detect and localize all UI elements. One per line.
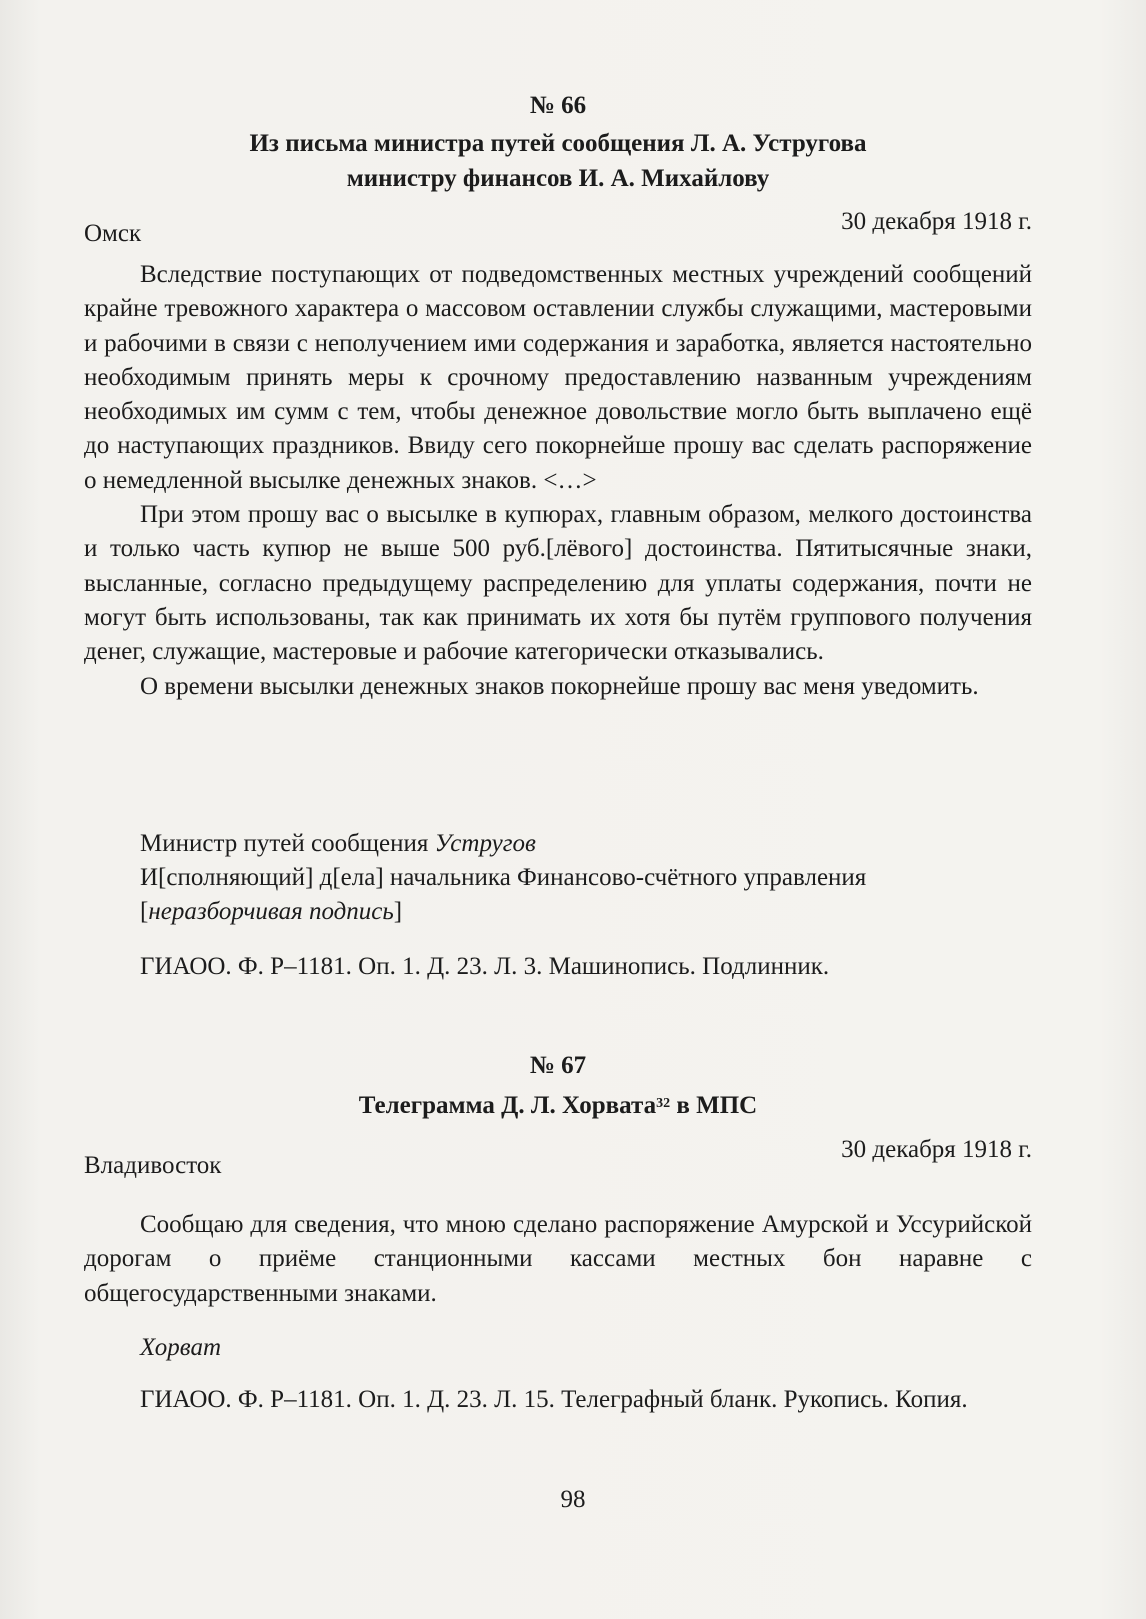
doc66-paragraph-1: Вследствие поступающих от подведомственных местных учреждений сообщений крайне тревожного характера о массовом оставлении службы служащими, мастеровыми и рабочими в связи с неполучением ими содержания и заработка, является настоятельно необходимым принять меры к срочному предоставлению названным учреждениям необходимых им сумм с тем, чтобы денежное довольствие могло быть выплачено ещё до наступающих праздников. Ввиду сего покорнейше прошу вас сделать распоряжение о немедленной высылке денежных знаков. <…> [84,261,1032,494]
doc67-signature-block [84,1331,1032,1365]
doc66-signature-3 [84,895,1032,929]
doc67-number: № 67 [529,1052,587,1079]
doc66-place-date [84,208,1032,247]
doc66-source: ГИАОО. Ф. Р–1181. Оп. 1. Д. 23. Л. 3. Машинопись. Подлинник. [140,953,830,980]
doc67-source: ГИАОО. Ф. Р–1181. Оп. 1. Д. 23. Л. 15. Телеграфный бланк. Рукопись. Копия. [140,1386,968,1413]
doc67-title-suffix: в МПС [670,1092,758,1119]
doc66-signature-role: Министр путей сообщения [140,830,429,857]
page-number: 98 [560,1486,586,1513]
doc66-bracket-close: ] [393,898,403,925]
doc67-footnote-ref: 32 [656,1096,671,1111]
doc66-place: Омск [84,220,142,247]
doc66-paragraph-2: При этом прошу вас о высылке в купюрах, главным образом, мелкого достоинства и только часть купюр не выше 500 руб.[лёвого] достоинства. Пятитысячные знаки, высланные, согласно предыдущему распределению для уплаты содержания, почти не могут быть использованы, так как принимать их хотя бы путём группового получения денег, служащие, мастеровые и рабочие категорически отказывались. [84,501,1032,666]
doc66-body [84,258,1032,704]
doc67-signature: Хорват [140,1334,222,1361]
doc66-illegible-signature: неразборчивая подпись [148,898,394,925]
doc66-paragraph-3: О времени высылки денежных знаков покорнейше прошу вас меня уведомить. [140,672,979,700]
doc67-body [84,1208,1032,1311]
doc67-paragraph: Сообщаю для сведения, что мною сделано распоряжение Амурской и Уссурийской дорогам о приёме станционными кассами местных бон наравне с общегосударственными знаками. [84,1211,1032,1307]
doc66-signature-name: Устругов [434,830,536,857]
doc66-source-block [84,950,1032,984]
doc66-title-line2: министру финансов И. А. Михайлову [346,165,770,192]
doc67-date: 30 декабря 1918 г. [841,1136,1032,1163]
doc66-title [84,126,1032,196]
doc66-signatures [84,827,1032,929]
doc66-title-line1: Из письма министра путей сообщения Л. А. Устругова [249,130,867,157]
doc66-signature-2: И[сполняющий] д[ела] начальника Финансово-счётного управления [140,864,867,891]
doc66-signature-1 [84,827,1032,861]
doc67-source-block [84,1383,1032,1417]
doc67-title-text: Телеграмма Д. Л. Хорвата [358,1092,657,1119]
doc67-place: Владивосток [84,1152,222,1179]
doc66-number: № 66 [529,92,587,119]
doc67-place-date [84,1136,1032,1179]
doc66-bracket-open: [ [140,898,149,925]
doc67-title [84,1088,1032,1123]
doc66-date: 30 декабря 1918 г. [841,208,1032,235]
